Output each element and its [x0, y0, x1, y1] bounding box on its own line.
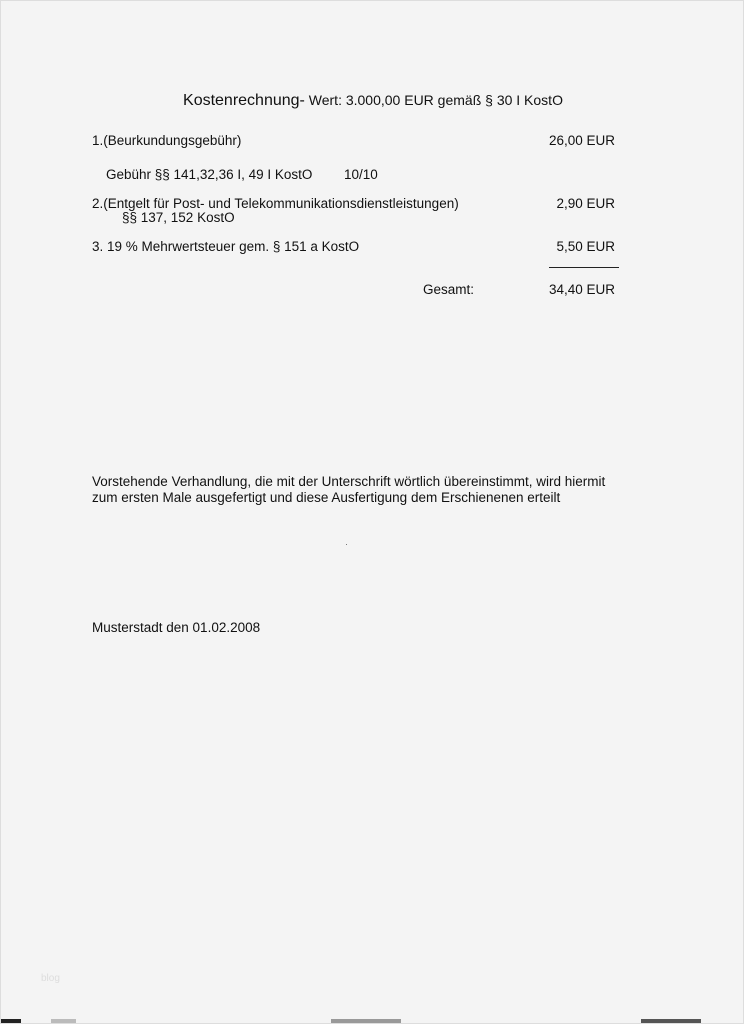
- paragraph-line-1: Vorstehende Verhandlung, die mit der Unterschrift wörtlich übereinstimmt, wird hiermit: [92, 474, 606, 489]
- item-2-amount: 2,90 EUR: [556, 196, 615, 211]
- item-1-label: 1.(Beurkundungsgebühr): [92, 133, 242, 148]
- item-3-label: 3. 19 % Mehrwertsteuer gem. § 151 a KostO: [92, 239, 360, 254]
- paragraph-line-2: zum ersten Male ausgefertigt und diese Ausfertigung dem Erschienenen erteilt: [92, 490, 561, 505]
- item-2-label: 2.(Entgelt für Post- und Telekommunikationsdienstleistungen): [92, 196, 459, 211]
- sum-rule: [549, 267, 619, 268]
- item-1-amount: 26,00 EUR: [548, 133, 615, 148]
- item-1-detail: Gebühr §§ 141,32,36 I, 49 I KostO: [106, 167, 313, 182]
- scan-edge-artifacts: [1, 1019, 744, 1023]
- title-value: Wert: 3.000,00 EUR gemäß § 30 I KostO: [304, 92, 563, 108]
- item-1-rate: 10/10: [344, 167, 378, 182]
- title-main: Kostenrechnung-: [183, 92, 305, 109]
- item-3-amount: 5,50 EUR: [556, 239, 615, 254]
- place-date: Musterstadt den 01.02.2008: [92, 620, 261, 635]
- scan-speck: [346, 544, 347, 545]
- document-title: [1, 92, 744, 110]
- item-2-sub: §§ 137, 152 KostO: [122, 210, 235, 225]
- watermark: blog: [41, 973, 60, 984]
- total-amount: 34,40 EUR: [548, 282, 615, 297]
- total-label: Gesamt:: [423, 282, 475, 297]
